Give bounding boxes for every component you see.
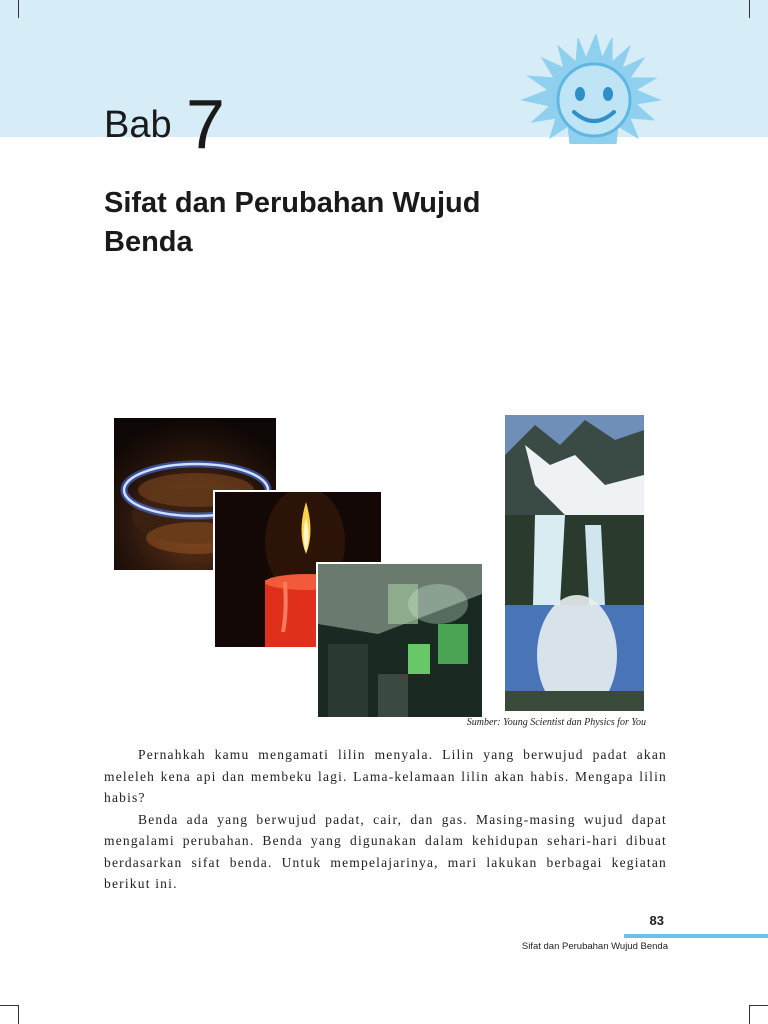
paragraph: Pernahkah kamu mengamati lilin menyala. Lilin yang berwujud padat akan meleleh kena api dan membeku lagi. Lama-kelamaan lilin akan habis. Mengapa lilin habis? [104, 747, 667, 805]
chapter-title [104, 184, 624, 262]
chapter-title-line-1: Sifat dan Perubahan Wujud [104, 187, 481, 219]
crop-mark-bottom-right [749, 1005, 768, 1024]
crop-mark-top-right [749, 0, 768, 18]
mountain-waterfall-geyser-photo [505, 415, 644, 711]
body-text [104, 744, 667, 895]
chapter-label: Bab [104, 104, 172, 146]
footer-accent-rule [624, 934, 768, 938]
chapter-number: 7 [186, 85, 225, 163]
kitchen-steam-photo [316, 562, 484, 719]
crop-mark-top-left [0, 0, 19, 18]
image-caption: Sumber: Young Scientist dan Physics for You [466, 717, 646, 728]
smiling-sun-icon [498, 34, 674, 144]
paragraph: Benda ada yang berwujud padat, cair, dan gas. Masing-masing wujud dapat mengalami perubahan. Benda yang digunakan dalam kehidupan sehari-hari dibuat berdasarkan sifat benda. Untuk mempelajarinya, mari lakukan berbagai kegiatan berikut ini. [104, 811, 667, 891]
running-title: Sifat dan Perubahan Wujud Benda [521, 941, 668, 952]
crop-mark-bottom-left [0, 1005, 19, 1024]
chapter-title-line-2: Benda [104, 226, 193, 258]
page-number: 83 [649, 913, 664, 928]
